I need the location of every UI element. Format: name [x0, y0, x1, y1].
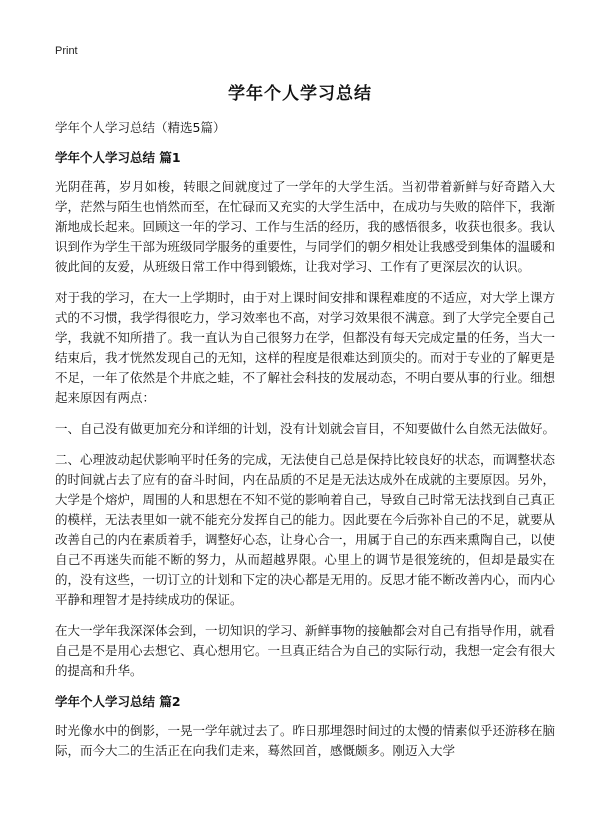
section-1 [55, 148, 555, 681]
section-2 [55, 692, 555, 761]
document-title: 学年个人学习总结 [228, 84, 372, 104]
paragraph: 一、自己没有做更加充分和详细的计划，没有计划就会盲目，不知要做什么自然无法做好。 [55, 421, 556, 436]
section-heading: 学年个人学习总结 篇2 [55, 694, 181, 709]
document-subtitle: 学年个人学习总结（精选5篇） [55, 120, 226, 135]
print-link[interactable]: Print [55, 45, 78, 57]
paragraph: 时光像水中的倒影，一晃一学年就过去了。昨日那埋怨时间过的太慢的情素似乎还游移在脑际，而今大二的生活正在向我们走来，蓦然回首，感慨颇多。刚迈入大学 [55, 723, 556, 758]
paragraph: 光阴荏苒，岁月如梭，转眼之间就度过了一学年的大学生活。当初带着新鲜与好奇踏入大学，茫然与陌生也悄然而至，在忙碌而又充实的大学生活中，在成功与失败的陪伴下，我渐渐地成长起来。回顾这一年的学习、工作与生活的经历，我的感悟很多，收获也很多。我认识到作为学生干部为班级同学服务的重要性，与同学们的朝夕相处让我感受到集体的温暖和彼此间的友爱，从班级日常工作中得到锻炼，让我对学习、工作有了更深层次的认识。 [55, 179, 556, 274]
paragraph: 二、心理波动起伏影响平时任务的完成，无法使自己总是保持比较良好的状态，而调整状态的时间就占去了应有的奋斗时间，内在品质的不足是无法达成外在成就的主要原因。另外，大学是个熔炉，周围的人和思想在不知不觉的影响着自己，导致自己时常无法找到自己真正的模样，无法表里如一就不能充分发挥自己的能力。因此要在今后弥补自己的不足，就要从改善自己的内在素质着手，调整好心态，让身心合一，用属于自己的东西来熏陶自己，以使自己不再迷失而能不断的努力，从而超越界限。心里上的调节是很笼统的，但却是最实在的，没有这些，一切订立的计划和下定的决心都是无用的。反思才能不断改善内心，而内心平静和理智才是持续成功的保证。 [55, 452, 556, 607]
document-body [55, 118, 555, 772]
section-heading: 学年个人学习总结 篇1 [55, 150, 181, 165]
paragraph: 对于我的学习，在大一上学期时，由于对上课时间安排和课程难度的不适应，对大学上课方式的不习惯，我学得很吃力，学习效率也不高，对学习效果很不满意。到了大学完全要自己学，我就不知所措了。我一直认为自己很努力在学，但都没有每天完成定量的任务，当大一结束后，我才恍然发现自己的无知，这样的程度是很难达到顶尖的。而对于专业的了解更是不足，一年了依然是个井底之蛙，不了解社会科技的发展动态，不明白要从事的行业。细想起来原因有两点： [55, 290, 556, 405]
paragraph: 在大一学年我深深体会到，一切知识的学习、新鲜事物的接触都会对自己有指导作用，就看自己是不是用心去想它、真心想用它。一旦真正结合为自己的实际行动，我想一定会有很大的提高和升华。 [55, 623, 556, 678]
